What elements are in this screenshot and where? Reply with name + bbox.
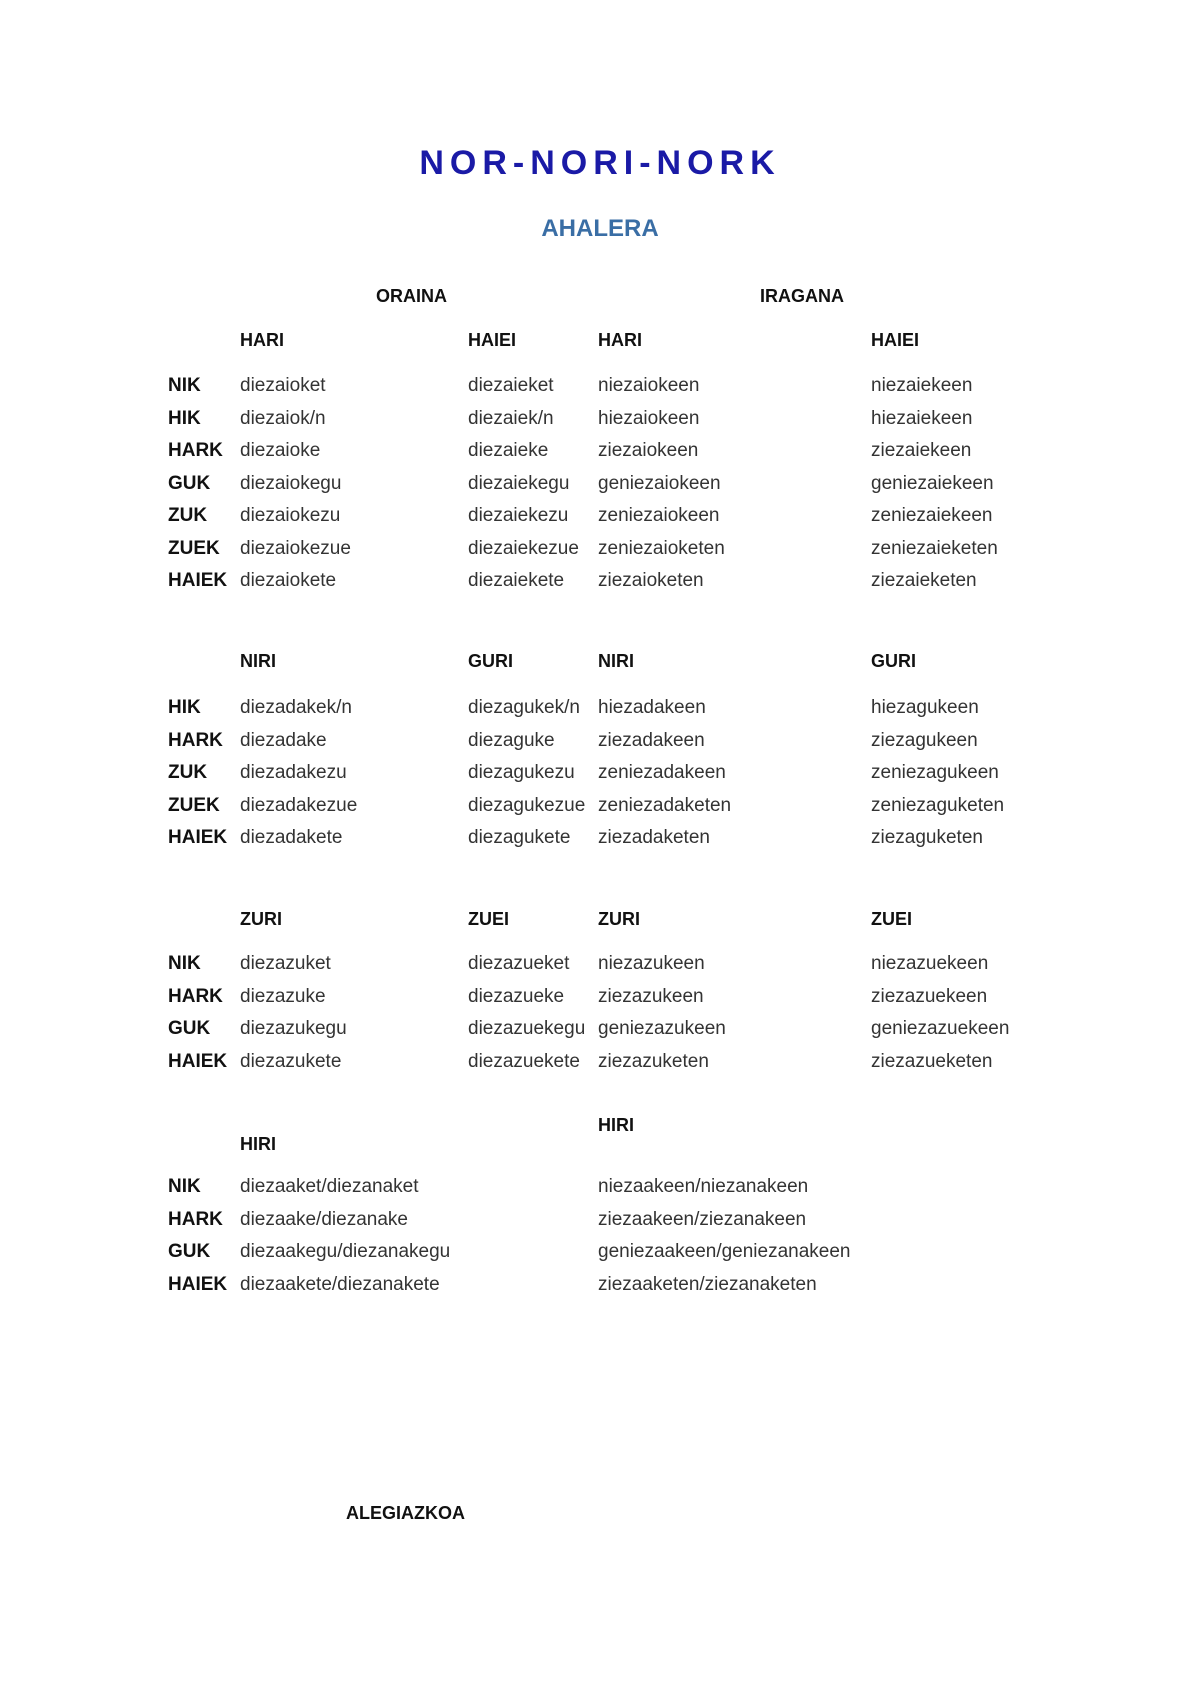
conjugation-cell: niezaakeen/niezanakeen bbox=[598, 1176, 809, 1197]
column-header: HARI bbox=[240, 330, 284, 350]
column-header: GURI bbox=[871, 651, 916, 671]
conjugation-cell: ziezaiekeen bbox=[871, 440, 972, 461]
conjugation-cell: geniezazukeen bbox=[598, 1018, 726, 1039]
conjugation-cell: zeniezadaketen bbox=[598, 794, 732, 816]
row-pronoun: GUK bbox=[168, 1018, 211, 1039]
conjugation-cell: diezagukete bbox=[468, 827, 571, 848]
conjugation-cell: zeniezaieketen bbox=[871, 537, 998, 559]
conjugation-cell: diezaiokegu bbox=[240, 472, 342, 494]
footer-heading: ALEGIAZKOA bbox=[346, 1503, 465, 1523]
conjugation-cell: diezazueket bbox=[468, 953, 570, 974]
conjugation-cell: zeniezaguketen bbox=[871, 794, 1005, 816]
conjugation-cell: diezazukegu bbox=[240, 1018, 347, 1039]
page-subtitle: AHALERA bbox=[541, 215, 659, 242]
row-pronoun: ZUEK bbox=[168, 794, 220, 816]
conjugation-cell: diezaake/diezanake bbox=[240, 1208, 408, 1230]
row-pronoun: HIK bbox=[168, 697, 201, 718]
conjugation-cell: diezazuke bbox=[240, 985, 326, 1007]
conjugation-cell: diezazueke bbox=[468, 985, 565, 1007]
row-pronoun: HIK bbox=[168, 407, 201, 429]
row-pronoun: ZUK bbox=[168, 505, 208, 526]
conjugation-cell: diezaiok/n bbox=[240, 407, 326, 429]
conjugation-cell: ziezazuekeen bbox=[871, 985, 988, 1007]
conjugation-cell: diezagukezue bbox=[468, 794, 586, 816]
conjugation-cell: diezadake bbox=[240, 729, 327, 751]
conjugation-cell: ziezagukeen bbox=[871, 729, 978, 751]
tense-past-label: IRAGANA bbox=[760, 286, 844, 306]
conjugation-cell: ziezadakeen bbox=[598, 729, 705, 751]
row-pronoun: NIK bbox=[168, 1176, 201, 1197]
row-pronoun: NIK bbox=[168, 375, 201, 396]
conjugation-cell: ziezazukeen bbox=[598, 985, 704, 1007]
conjugation-cell: ziezazuketen bbox=[598, 1050, 709, 1072]
conjugation-cell: ziezazueketen bbox=[871, 1050, 993, 1072]
conjugation-cell: ziezaieketen bbox=[871, 570, 977, 591]
page-title: NOR-NORI-NORK bbox=[419, 144, 781, 182]
column-header: HIRI bbox=[240, 1134, 276, 1154]
conjugation-cell: hiezaiekeen bbox=[871, 407, 973, 429]
conjugation-cell: diezazuekegu bbox=[468, 1018, 586, 1039]
conjugation-cell: zeniezaioketen bbox=[598, 537, 725, 559]
row-pronoun: HARK bbox=[168, 729, 223, 751]
conjugation-cell: diezadakezu bbox=[240, 762, 347, 783]
conjugation-cell: zeniezadakeen bbox=[598, 762, 726, 783]
column-header: HAIEI bbox=[468, 330, 517, 350]
row-pronoun: HARK bbox=[168, 440, 223, 461]
conjugation-cell: zeniezaiokeen bbox=[598, 505, 720, 526]
column-header: ZUEI bbox=[871, 909, 913, 929]
conjugation-cell: geniezaakeen/geniezanakeen bbox=[598, 1241, 851, 1262]
conjugation-cell: hiezaiokeen bbox=[598, 407, 700, 429]
row-pronoun: NIK bbox=[168, 953, 201, 974]
column-header: NIRI bbox=[240, 651, 276, 671]
conjugation-cell: diezaiokezue bbox=[240, 537, 351, 559]
conjugation-cell: diezaiokezu bbox=[240, 505, 341, 526]
conjugation-cell: niezaiekeen bbox=[871, 375, 973, 396]
column-header: HIRI bbox=[598, 1115, 634, 1135]
row-pronoun: GUK bbox=[168, 1241, 211, 1262]
conjugation-cell: diezagukezu bbox=[468, 762, 575, 783]
column-header: GURI bbox=[468, 651, 513, 671]
conjugation-cell: diezaiekezu bbox=[468, 505, 569, 526]
conjugation-cell: diezaioket bbox=[240, 375, 326, 396]
row-pronoun: HARK bbox=[168, 985, 223, 1007]
conjugation-cell: niezazuekeen bbox=[871, 953, 989, 974]
conjugation-cell: ziezaioketen bbox=[598, 570, 704, 591]
row-pronoun: HARK bbox=[168, 1208, 223, 1230]
conjugation-cell: ziezaiokeen bbox=[598, 440, 699, 461]
conjugation-cell: ziezadaketen bbox=[598, 827, 710, 848]
conjugation-cell: diezadakezue bbox=[240, 794, 358, 816]
conjugation-cell: diezaakete/diezanakete bbox=[240, 1273, 440, 1295]
conjugation-cell: diezaiekete bbox=[468, 570, 565, 591]
conjugation-cell: niezazukeen bbox=[598, 953, 705, 974]
conjugation-cell: ziezaakeen/ziezanakeen bbox=[598, 1208, 807, 1230]
conjugation-cell: diezaiekezue bbox=[468, 537, 579, 559]
conjugation-cell: diezaiokete bbox=[240, 570, 337, 591]
row-pronoun: HAIEK bbox=[168, 1273, 228, 1295]
conjugation-cell: hiezadakeen bbox=[598, 697, 706, 718]
conjugation-cell: ziezaguketen bbox=[871, 827, 983, 848]
conjugation-cell: diezagukek/n bbox=[468, 697, 580, 718]
conjugation-cell: diezaieket bbox=[468, 375, 554, 396]
conjugation-cell: zeniezaiekeen bbox=[871, 505, 993, 526]
conjugation-cell: diezazuket bbox=[240, 953, 331, 974]
tense-present-label: ORAINA bbox=[376, 286, 447, 306]
row-pronoun: ZUEK bbox=[168, 537, 220, 559]
column-header: ZUEI bbox=[468, 909, 510, 929]
column-header: ZURI bbox=[598, 909, 640, 929]
conjugation-cell: niezaiokeen bbox=[598, 375, 700, 396]
conjugation-cell: diezadakete bbox=[240, 827, 343, 848]
conjugation-cell: geniezazuekeen bbox=[871, 1018, 1010, 1039]
conjugation-cell: geniezaiekeen bbox=[871, 472, 994, 494]
conjugation-cell: diezadakek/n bbox=[240, 697, 352, 718]
conjugation-cell: diezaguke bbox=[468, 729, 555, 751]
conjugation-cell: diezaiekegu bbox=[468, 472, 570, 494]
conjugation-cell: zeniezagukeen bbox=[871, 762, 999, 783]
row-pronoun: GUK bbox=[168, 472, 211, 494]
conjugation-cell: diezaakegu/diezanakegu bbox=[240, 1241, 451, 1262]
column-header: HARI bbox=[598, 330, 642, 350]
conjugation-cell: diezazuekete bbox=[468, 1050, 580, 1072]
conjugation-cell: ziezaaketen/ziezanaketen bbox=[598, 1273, 817, 1295]
row-pronoun: HAIEK bbox=[168, 1050, 228, 1072]
column-header: NIRI bbox=[598, 651, 634, 671]
conjugation-cell: geniezaiokeen bbox=[598, 472, 721, 494]
column-header: HAIEI bbox=[871, 330, 920, 350]
conjugation-cell: diezaieke bbox=[468, 440, 549, 461]
row-pronoun: HAIEK bbox=[168, 827, 228, 848]
conjugation-cell: diezaioke bbox=[240, 440, 321, 461]
row-pronoun: HAIEK bbox=[168, 570, 228, 591]
row-pronoun: ZUK bbox=[168, 762, 208, 783]
conjugation-cell: diezazukete bbox=[240, 1050, 342, 1072]
conjugation-cell: diezaaket/diezanaket bbox=[240, 1176, 419, 1197]
column-header: ZURI bbox=[240, 909, 282, 929]
conjugation-cell: hiezagukeen bbox=[871, 697, 979, 718]
conjugation-cell: diezaiek/n bbox=[468, 407, 554, 429]
